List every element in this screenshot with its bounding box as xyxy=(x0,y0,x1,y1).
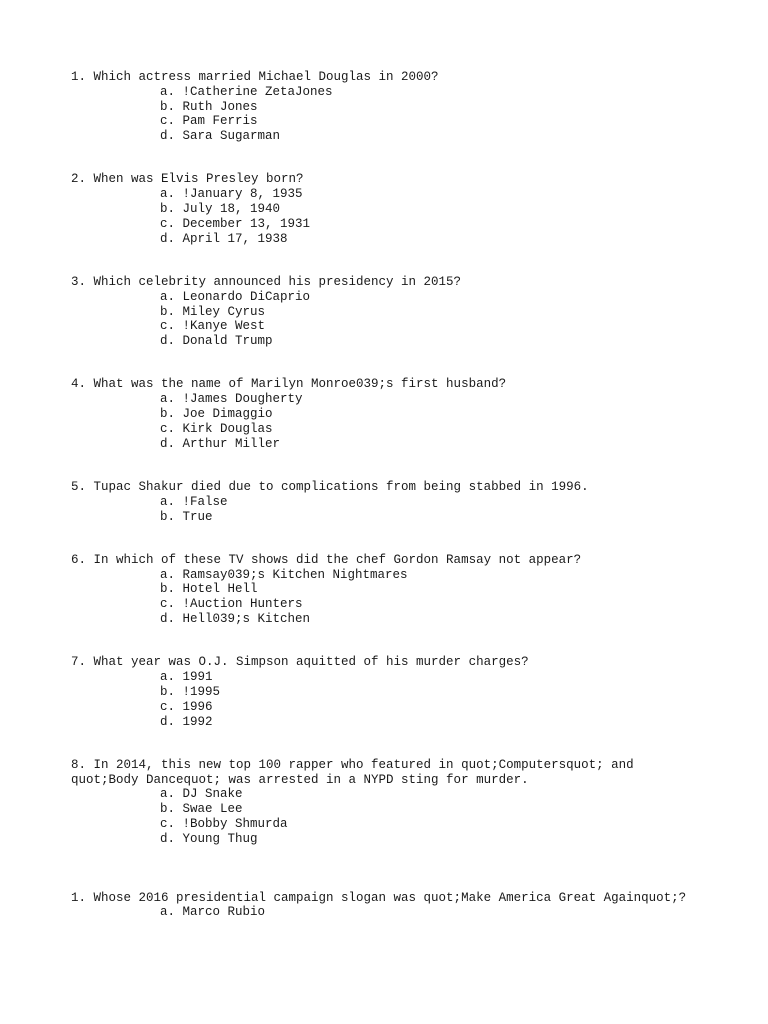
question-block xyxy=(71,480,711,524)
answer-option: b. True xyxy=(160,509,213,524)
answer-option: c. !Bobby Shmurda xyxy=(160,816,288,831)
question-block xyxy=(71,275,711,349)
answer-option: c. !Kanye West xyxy=(160,319,266,334)
question-block xyxy=(71,553,711,627)
answer-option: c. Pam Ferris xyxy=(160,114,258,129)
answer-option: a. !James Dougherty xyxy=(160,392,303,407)
question-block xyxy=(71,70,711,144)
question-text-line: quot;Body Dancequot; was arrested in a NYPD sting for murder. xyxy=(71,772,529,787)
answer-option: c. !Auction Hunters xyxy=(160,597,303,612)
question-text: 2. When was Elvis Presley born? xyxy=(71,172,304,187)
question-text: 4. What was the name of Marilyn Monroe039;s first husband? xyxy=(71,377,507,392)
question-block xyxy=(71,655,711,729)
answer-option: d. Sara Sugarman xyxy=(160,129,281,144)
question-text: 3. Which celebrity announced his presidency in 2015? xyxy=(71,274,462,289)
answer-option: a. !January 8, 1935 xyxy=(160,187,303,202)
answer-option: b. Miley Cyrus xyxy=(160,304,266,319)
answer-option: d. Donald Trump xyxy=(160,334,273,349)
answer-option: d. Arthur Miller xyxy=(160,436,281,451)
question-text: 1. Whose 2016 presidential campaign slogan was quot;Make America Great Againquot;? xyxy=(71,890,687,905)
question-text: 6. In which of these TV shows did the chef Gordon Ramsay not appear? xyxy=(71,552,582,567)
answer-option: b. Joe Dimaggio xyxy=(160,407,273,422)
answer-option: d. 1992 xyxy=(160,714,213,729)
question-text: 7. What year was O.J. Simpson aquitted of his murder charges? xyxy=(71,655,529,670)
answer-option: b. Hotel Hell xyxy=(160,582,258,597)
question-block xyxy=(71,172,711,246)
answer-option: b. July 18, 1940 xyxy=(160,202,281,217)
question-text: 1. Which actress married Michael Douglas in 2000? xyxy=(71,70,439,84)
question-block xyxy=(71,758,711,847)
answer-option: a. Ramsay039;s Kitchen Nightmares xyxy=(160,567,408,582)
answer-option: a. !False xyxy=(160,494,228,509)
answer-option: a. DJ Snake xyxy=(160,787,243,802)
answer-option: c. December 13, 1931 xyxy=(160,216,311,231)
answer-option: a. Marco Rubio xyxy=(160,905,266,920)
question-block xyxy=(71,377,711,451)
answer-option: a. Leonardo DiCaprio xyxy=(160,289,311,304)
answer-option: b. !1995 xyxy=(160,684,221,699)
answer-option: a. !Catherine ZetaJones xyxy=(160,84,333,99)
question-text: 5. Tupac Shakur died due to complications from being stabbed in 1996. xyxy=(71,479,589,494)
answer-option: b. Swae Lee xyxy=(160,802,243,817)
answer-option: b. Ruth Jones xyxy=(160,99,258,114)
question-block xyxy=(71,891,711,921)
question-text-line: 8. In 2014, this new top 100 rapper who featured in quot;Computersquot; and xyxy=(71,757,634,772)
answer-option: c. 1996 xyxy=(160,699,213,714)
answer-option: d. Young Thug xyxy=(160,831,258,846)
answer-option: d. April 17, 1938 xyxy=(160,231,288,246)
answer-option: d. Hell039;s Kitchen xyxy=(160,612,311,627)
answer-option: a. 1991 xyxy=(160,670,213,685)
quiz-document xyxy=(71,70,711,949)
answer-option: c. Kirk Douglas xyxy=(160,421,273,436)
